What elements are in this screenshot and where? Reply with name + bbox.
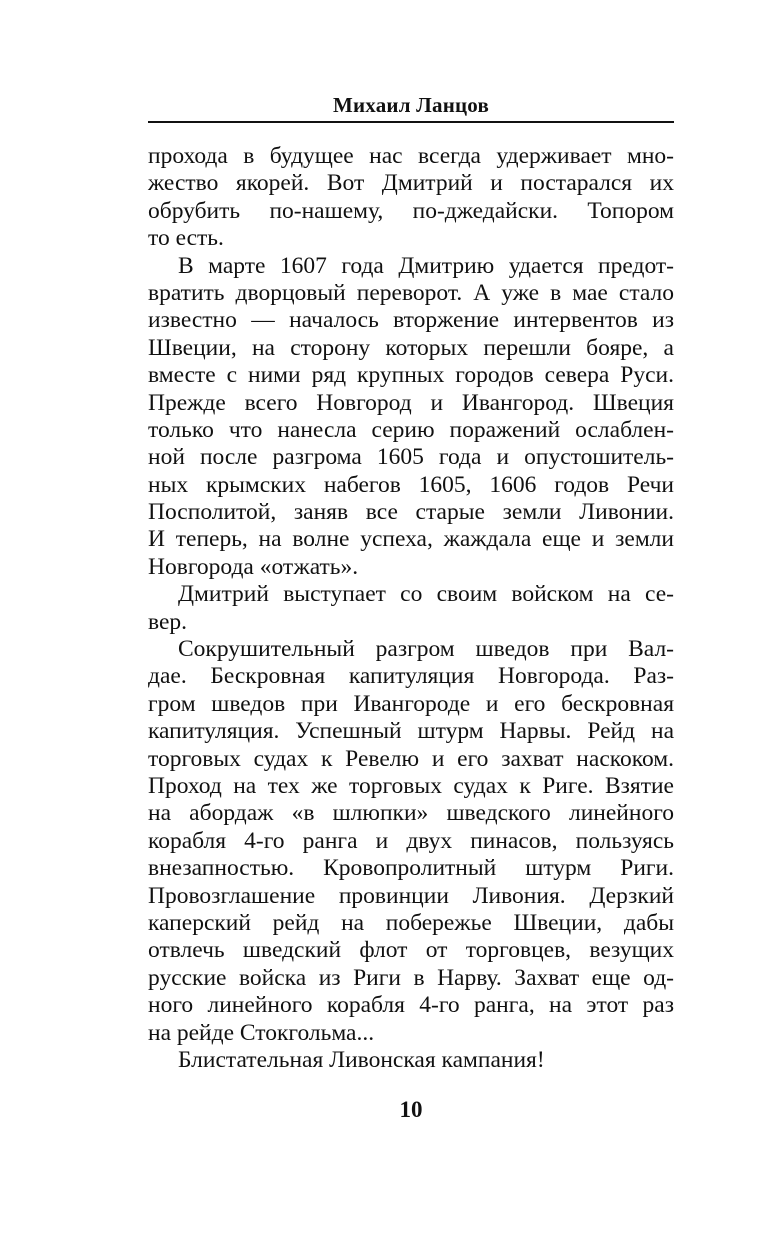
text-line: на рейде Стокгольма...: [148, 1019, 375, 1046]
text-line: вместе с ними ряд крупных городов севера Руси.: [148, 362, 674, 389]
paragraph: [148, 1047, 674, 1074]
text-line: В марте 1607 года Дмитрию удается предот-: [178, 252, 674, 279]
text-line: Новгорода «отжать».: [148, 553, 359, 580]
text-line: Дмитрий выступает со своим войском на се-: [178, 581, 674, 608]
text-line: известно — началось вторжение интервентов из: [148, 307, 674, 334]
text-line: вер.: [148, 608, 188, 635]
header-rule: [148, 121, 674, 123]
text-line: Блистательная Ливонская кампания!: [178, 1046, 545, 1073]
text-line: корабля 4-го ранга и двух пинасов, пользуясь: [148, 827, 674, 854]
body-text: [148, 143, 674, 1074]
text-line: гром шведов при Ивангороде и его бескровная: [148, 690, 674, 717]
text-line: жество якорей. Вот Дмитрий и постарался их: [148, 170, 674, 197]
paragraph: [148, 253, 674, 582]
text-line: Проход на тех же торговых судах к Риге. Взятие: [148, 772, 674, 799]
text-line: вратить дворцовый переворот. А уже в мае стало: [148, 279, 674, 306]
text-line: торговых судах к Ревелю и его захват наскоком.: [148, 745, 674, 772]
text-line: Провозглашение провинции Ливония. Дерзкий: [148, 882, 674, 909]
text-line: отвлечь шведский флот от торговцев, везущих: [148, 937, 674, 964]
text-line: Сокрушительный разгром шведов при Вал-: [178, 636, 674, 663]
text-line: на абордаж «в шлюпки» шведского линейного: [148, 800, 674, 827]
text-line: Прежде всего Новгород и Ивангород. Швеция: [148, 389, 674, 416]
text-line: то есть.: [148, 225, 224, 252]
text-line: внезапностью. Кровопролитный штурм Риги.: [148, 855, 674, 882]
paragraph: [148, 143, 674, 253]
text-line: каперский рейд на побережье Швеции, дабы: [148, 909, 674, 936]
text-line: И теперь, на волне успеха, жаждала еще и земли: [148, 526, 674, 553]
running-head-author: Михаил Ланцов: [332, 93, 490, 117]
text-line: капитуляция. Успешный штурм Нарвы. Рейд на: [148, 718, 674, 745]
text-line: ного линейного корабля 4-го ранга, на этот раз: [148, 992, 674, 1019]
text-line: только что нанесла серию поражений ослаблен-: [148, 416, 674, 443]
page-number: 10: [399, 1097, 423, 1122]
text-line: русские войска из Риги в Нарву. Захват еще од-: [148, 964, 674, 991]
text-line: Посполитой, заняв все старые земли Ливонии.: [148, 499, 674, 526]
text-line: ных крымских набегов 1605, 1606 годов Речи: [148, 471, 674, 498]
text-line: прохода в будущее нас всегда удерживает мно-: [148, 143, 674, 169]
text-line: дае. Бескровная капитуляция Новгорода. Раз-: [148, 663, 674, 690]
paragraph: [148, 581, 674, 636]
text-line: обрубить по-нашему, по-джедайски. Топором: [148, 197, 674, 224]
text-line: Швеции, на сторону которых перешли бояре, а: [148, 334, 674, 361]
text-line: ной после разгрома 1605 года и опустошитель-: [148, 444, 674, 471]
paragraph: [148, 636, 674, 1047]
